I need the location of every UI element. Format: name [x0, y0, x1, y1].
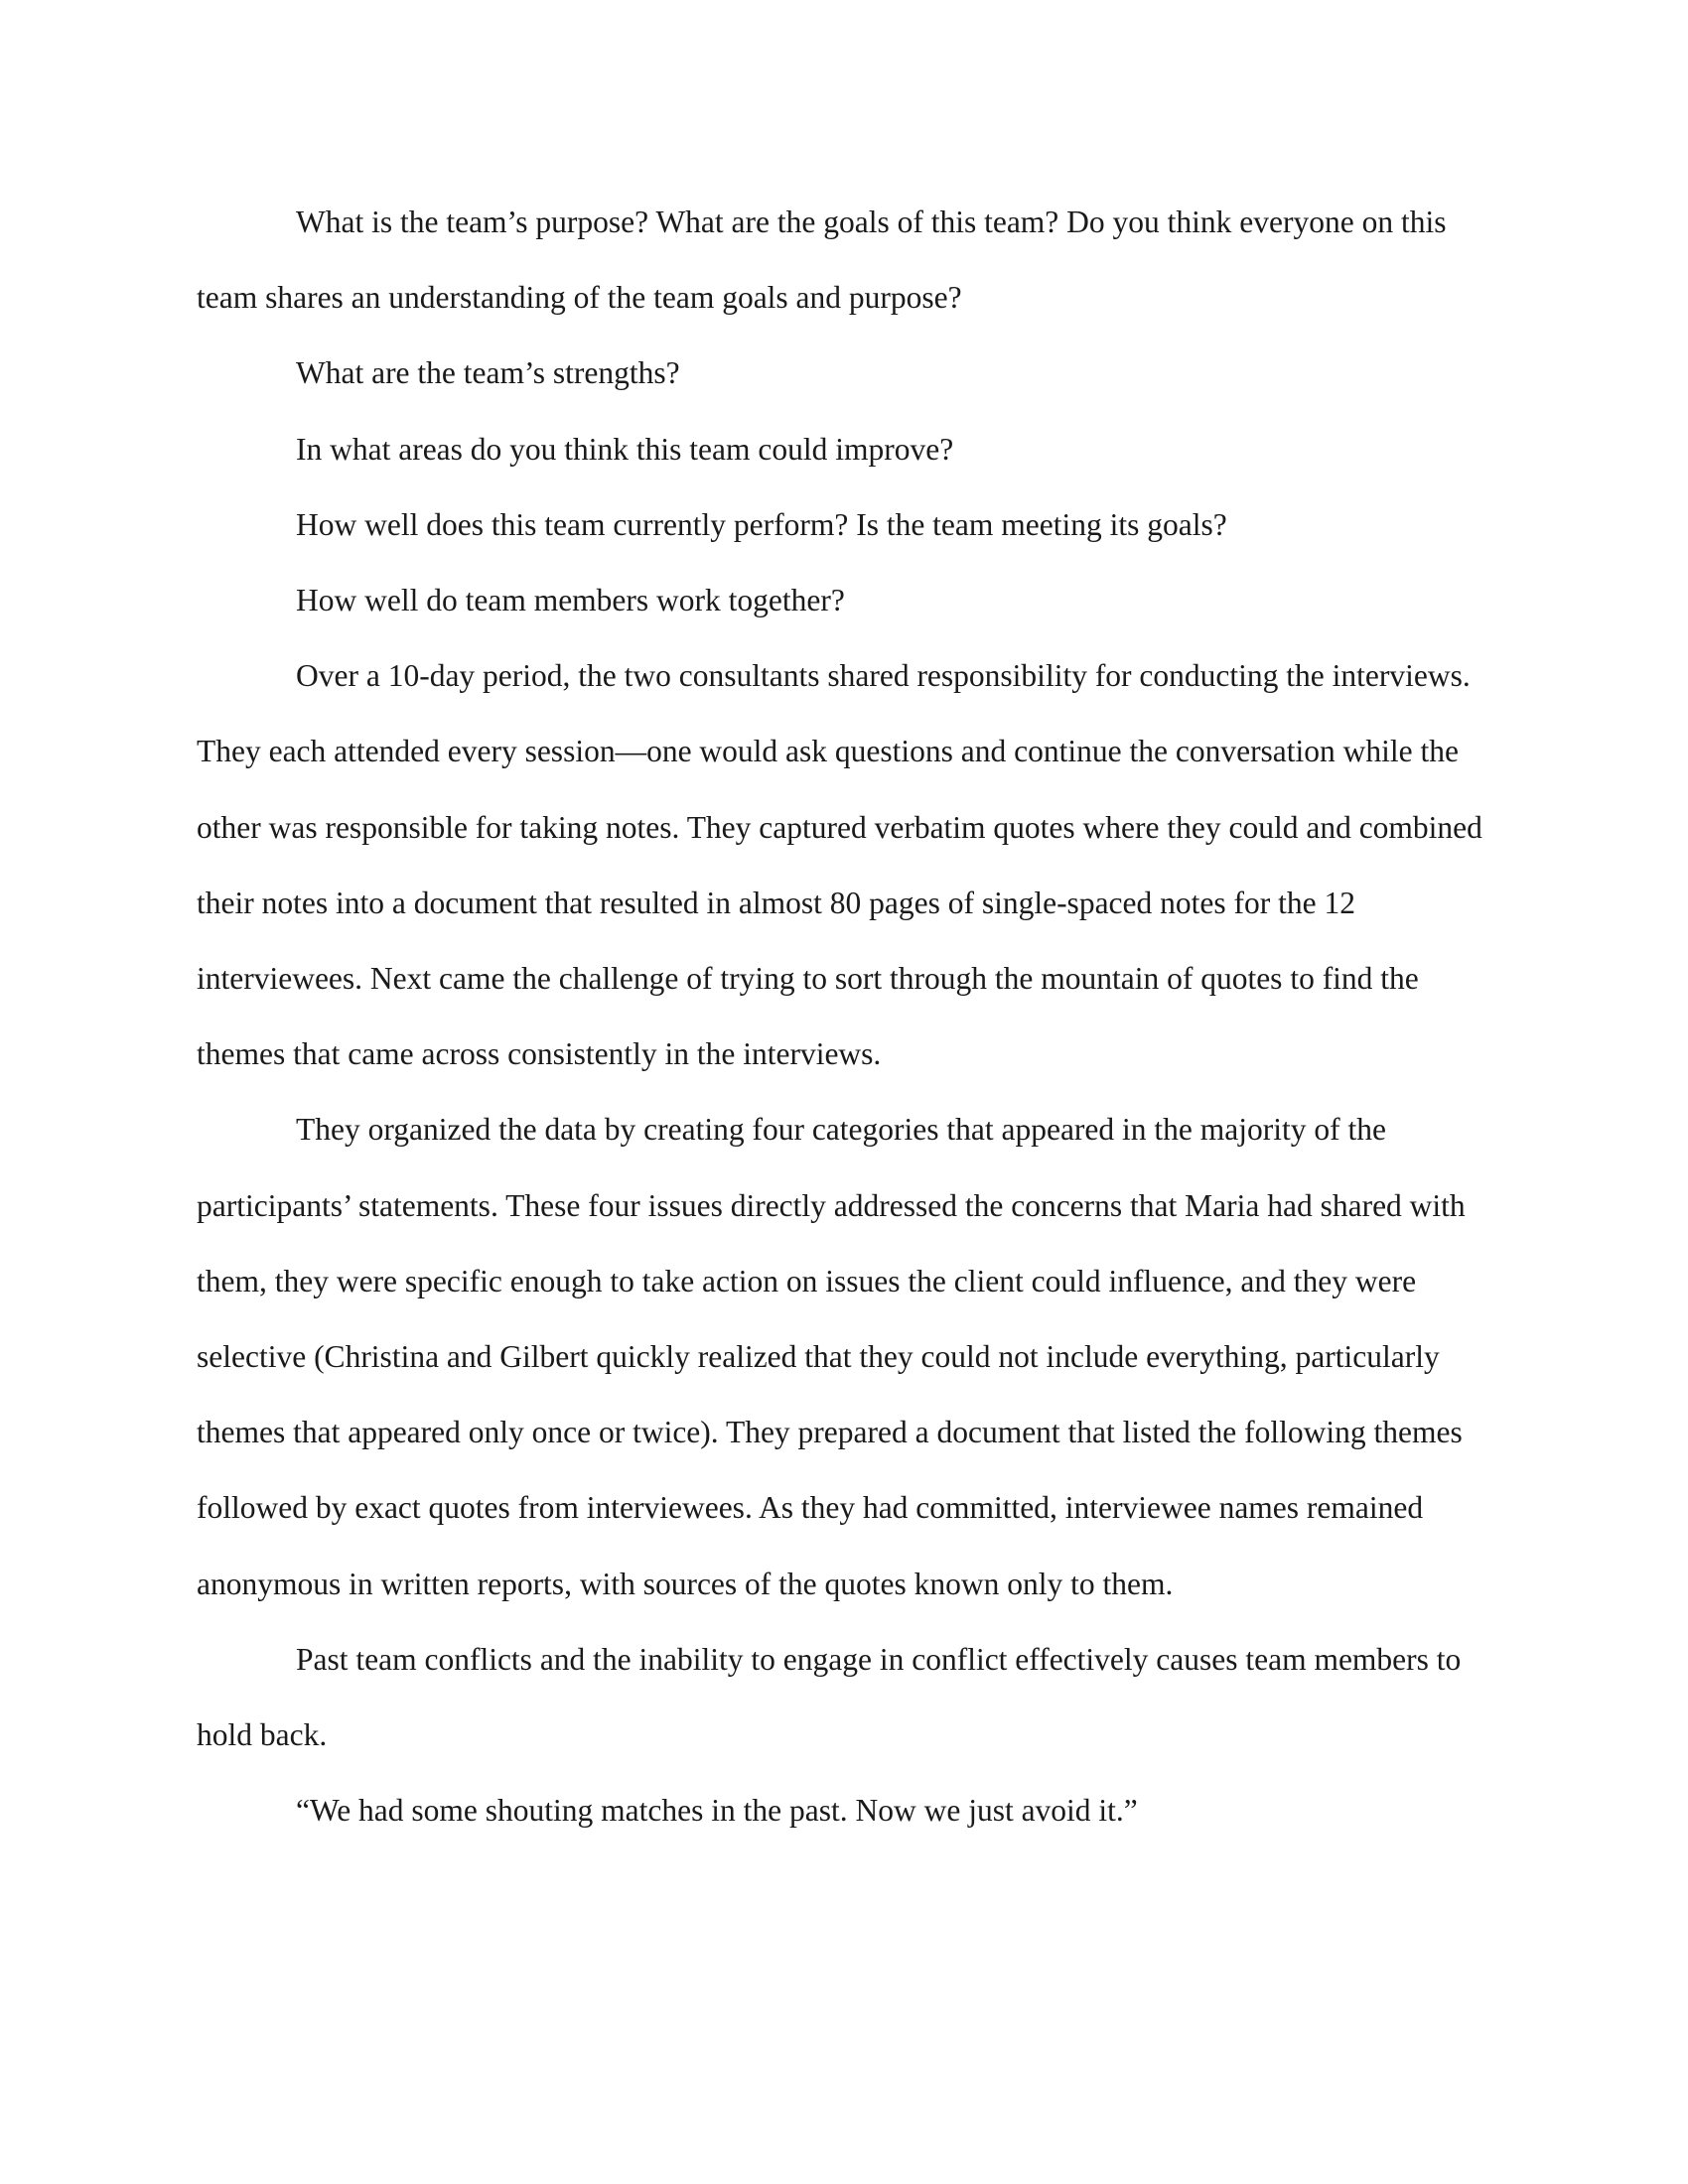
paragraph-interview-process: Over a 10-day period, the two consultants shared responsibility for conducting the interviews. They each attended every session—one would ask questions and continue the conversation while the other was responsible for taking notes. They captured verbatim quotes where they could and combined their notes into a document that resulted in almost 80 pages of single-spaced notes for the 12 interviewees. Next came the challenge of trying to sort through the mountain of quotes to find the themes that came across consistently in the interviews.	[197, 658, 1482, 1072]
interviewee-quote: “We had some shouting matches in the past. Now we just avoid it.”	[296, 1793, 1138, 1829]
body-text	[197, 185, 1497, 1848]
question-team-performance: How well does this team currently perform? Is the team meeting its goals?	[296, 506, 1227, 542]
theme-past-conflicts: Past team conflicts and the inability to engage in conflict effectively causes team members to hold back.	[197, 1641, 1462, 1753]
paragraph-data-organization: They organized the data by creating four categories that appeared in the majority of the participants’ statements. These four issues directly addressed the concerns that Maria had shared with them, they were specific enough to take action on issues the client could influence, and they were selective (Christina and Gilbert quickly realized that they could not include everything, particularly themes that appeared only once or twice). They prepared a document that listed the following themes followed by exact quotes from interviewees. As they had committed, interviewee names remained anonymous in written reports, with sources of the quotes known only to them.	[197, 1112, 1466, 1601]
question-working-together: How well do team members work together?	[296, 583, 845, 618]
question-team-purpose: What is the team’s purpose? What are the goals of this team? Do you think everyone on this team shares an understanding of the team goals and purpose?	[197, 205, 1447, 316]
question-areas-to-improve: In what areas do you think this team could improve?	[296, 431, 954, 467]
question-team-strengths: What are the team’s strengths?	[296, 355, 680, 391]
